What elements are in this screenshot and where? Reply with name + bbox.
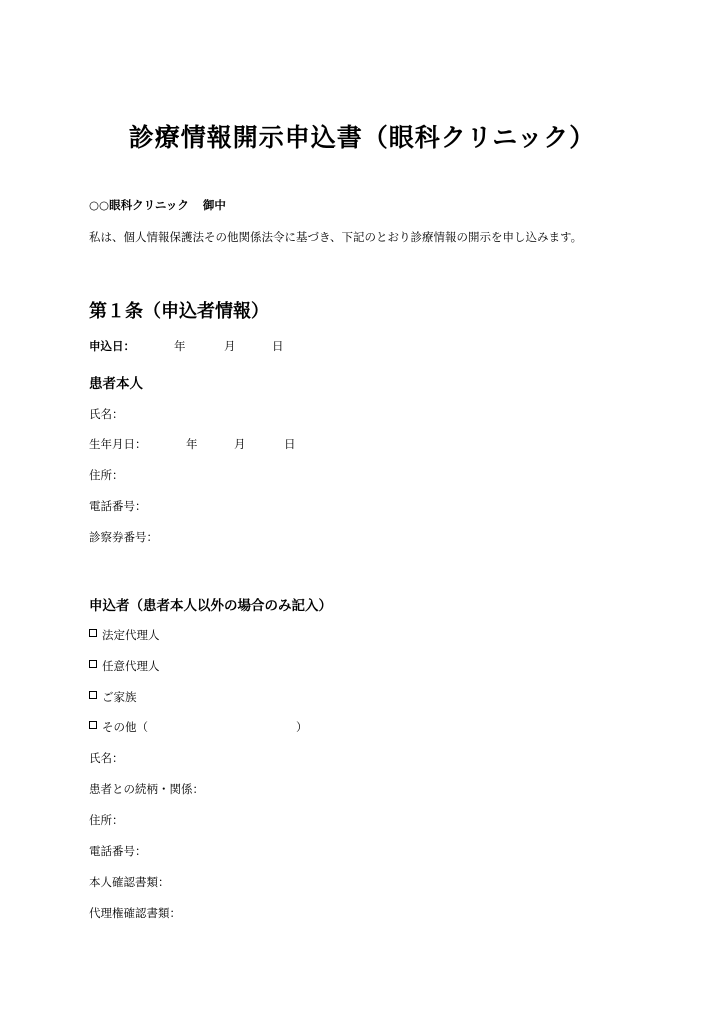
applicant-heading: 申込者（患者本人以外の場合のみ記入） bbox=[89, 598, 332, 614]
checkbox-legal-representative[interactable] bbox=[89, 629, 97, 637]
checkbox-family[interactable] bbox=[89, 691, 97, 699]
patient-card-number-label: 診察券番号： bbox=[89, 530, 158, 544]
option-legal-representative[interactable] bbox=[89, 627, 160, 643]
option-label: 法定代理人 bbox=[102, 628, 160, 642]
application-date-month: 月 bbox=[224, 339, 236, 353]
option-label: 任意代理人 bbox=[102, 659, 160, 673]
checkbox-other[interactable] bbox=[89, 721, 97, 729]
applicant-name-label: 氏名： bbox=[89, 751, 124, 765]
document-title: 診療情報開示申込書（眼科クリニック） bbox=[128, 123, 596, 152]
option-label: ご家族 bbox=[102, 690, 137, 704]
option-voluntary-representative[interactable] bbox=[89, 658, 160, 674]
option-label: その他（ bbox=[102, 720, 148, 734]
patient-name-label: 氏名： bbox=[89, 407, 124, 421]
applicant-relation-label: 患者との続柄・関係： bbox=[89, 782, 204, 796]
addressee-line bbox=[89, 197, 226, 213]
checkbox-voluntary-representative[interactable] bbox=[89, 660, 97, 668]
other-close-paren: ） bbox=[296, 720, 308, 734]
patient-heading: 患者本人 bbox=[89, 376, 143, 392]
patient-birth-day: 日 bbox=[284, 437, 296, 451]
addressee-suffix: 御中 bbox=[202, 198, 226, 212]
clinic-name: ○○眼科クリニック bbox=[89, 198, 189, 212]
applicant-phone-label: 電話番号： bbox=[89, 844, 147, 858]
identity-document-label: 本人確認書類： bbox=[89, 875, 170, 889]
applicant-address-label: 住所： bbox=[89, 813, 124, 827]
application-date-year: 年 bbox=[174, 339, 186, 353]
application-date-label: 申込日： bbox=[89, 339, 135, 353]
patient-phone-label: 電話番号： bbox=[89, 499, 147, 513]
option-family[interactable] bbox=[89, 689, 137, 705]
intro-text: 私は、個人情報保護法その他関係法令に基づき、下記のとおり診療情報の開示を申し込みます。 bbox=[89, 230, 583, 244]
patient-birth-year: 年 bbox=[186, 437, 198, 451]
proxy-document-label: 代理権確認書類： bbox=[89, 906, 181, 920]
patient-birth-label: 生年月日： bbox=[89, 437, 147, 451]
option-other[interactable] bbox=[89, 719, 148, 735]
patient-birth-month: 月 bbox=[234, 437, 246, 451]
application-date-day: 日 bbox=[272, 339, 284, 353]
patient-address-label: 住所： bbox=[89, 468, 124, 482]
section-1-title: 第１条（申込者情報） bbox=[89, 301, 269, 322]
